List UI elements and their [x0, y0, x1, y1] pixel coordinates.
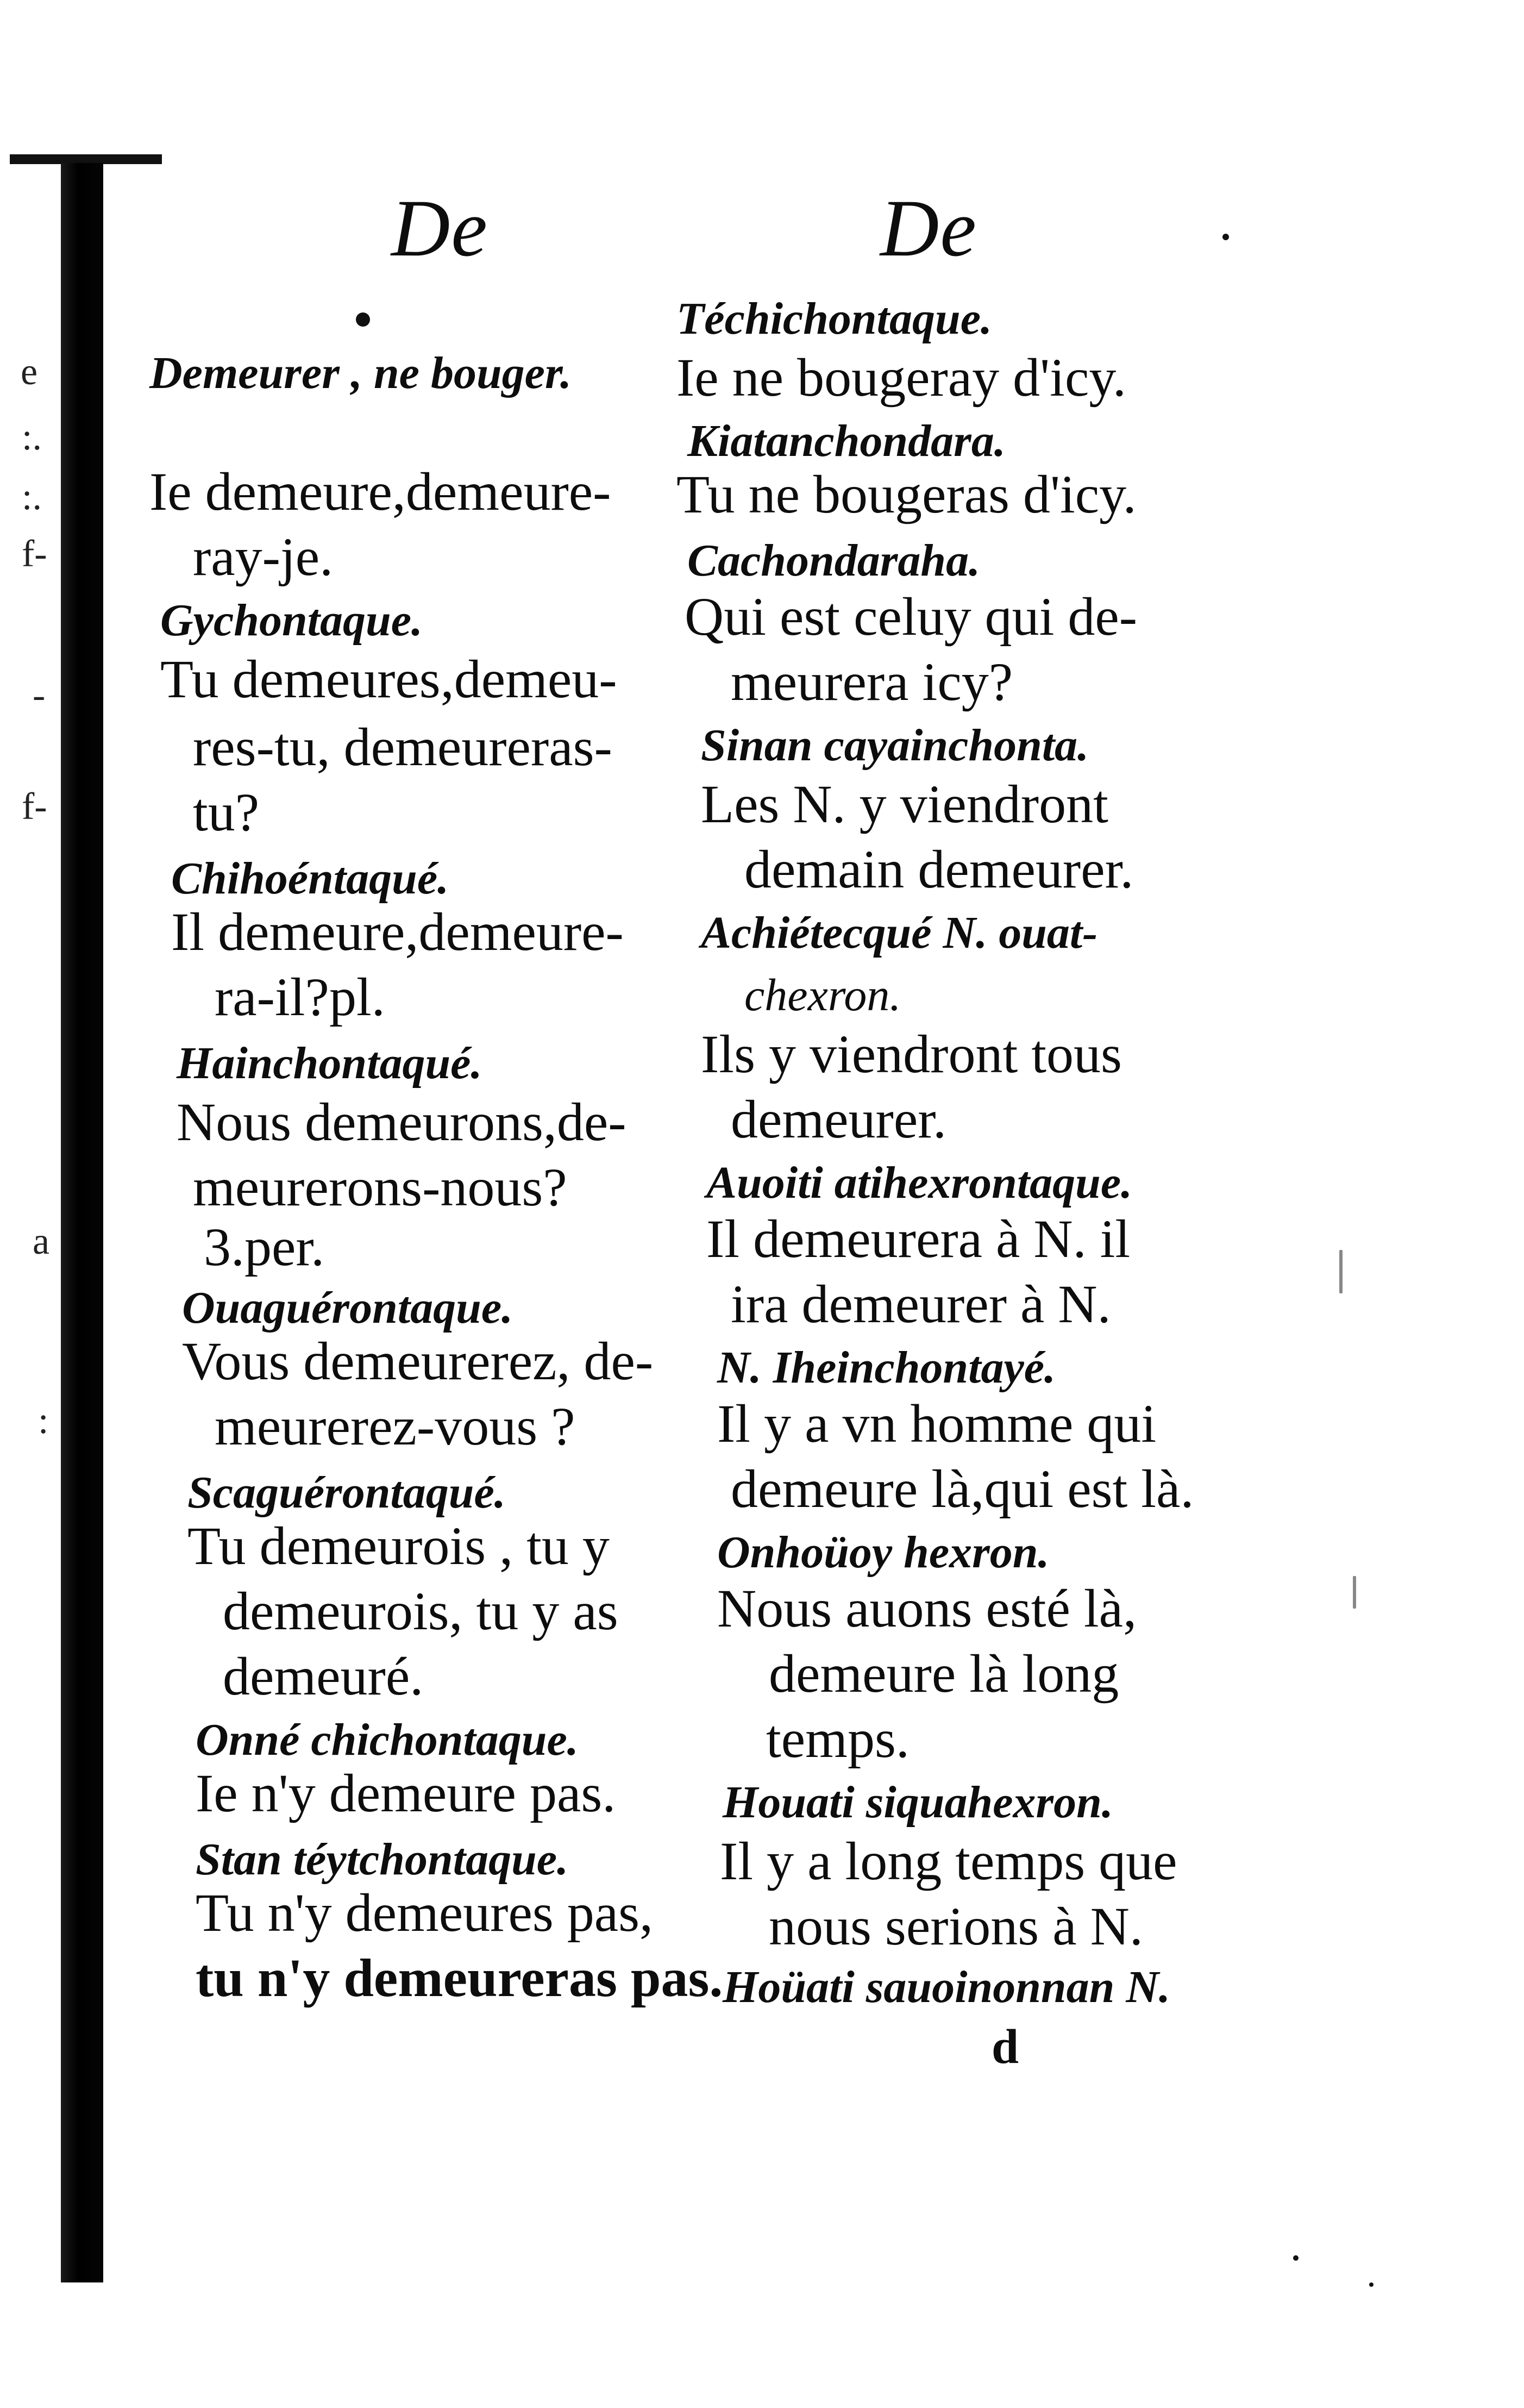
- catchword: d: [992, 2020, 1019, 2074]
- entry-line: ira demeurer à N.: [731, 1274, 1111, 1334]
- entry-line: Il demeurera à N. il: [706, 1209, 1131, 1269]
- entry-line: demeuré.: [223, 1646, 424, 1706]
- margin-fragment: :.: [22, 416, 42, 458]
- entry-line: tu n'y demeureras pas.: [196, 1948, 723, 2008]
- entry-line: Ouaguérontaque.: [182, 1283, 513, 1333]
- entry-line: meurera icy?: [731, 652, 1013, 712]
- entry-line: Stan téytchontaque.: [196, 1834, 569, 1885]
- entry-line: Qui est celuy qui de-: [685, 586, 1138, 647]
- entry-line: Ie demeure,demeure-: [149, 461, 611, 522]
- entry-line: Auoiti atihexrontaque.: [706, 1158, 1133, 1208]
- entry-line: N. Iheinchontayé.: [717, 1342, 1056, 1393]
- margin-fragment: -: [33, 674, 46, 716]
- entry-line: Onné chichontaque.: [196, 1715, 579, 1765]
- entry-line: Gychontaque.: [160, 595, 423, 646]
- margin-fragment: e: [21, 351, 38, 393]
- margin-fragment: a: [33, 1221, 50, 1262]
- entry-line: Vous demeurerez, de-: [182, 1331, 654, 1391]
- entry-line: ra-il?pl.: [215, 967, 385, 1027]
- entry-line: tu?: [193, 782, 260, 842]
- margin-fragment: f-: [22, 786, 47, 828]
- entry-line: Téchichontaque.: [676, 293, 992, 344]
- entry-line: Ie n'y demeure pas.: [196, 1763, 616, 1823]
- entry-line: Tu n'y demeures pas,: [196, 1882, 654, 1943]
- entry-line: Ie ne bougeray d'icy.: [676, 347, 1126, 408]
- entry-line: Il y a long temps que: [720, 1831, 1177, 1891]
- scan-mark: [1339, 1250, 1343, 1293]
- entry-line: temps.: [766, 1709, 910, 1769]
- entry-line: Les N. y viendront: [701, 774, 1108, 834]
- running-head-left: De: [391, 183, 488, 273]
- scan-speck: [1222, 234, 1229, 240]
- entry-line: Houati siquahexron.: [723, 1777, 1113, 1828]
- entry-line: nous serions à N.: [769, 1896, 1143, 1956]
- entry-line: Il demeure,demeure-: [171, 902, 624, 962]
- margin-fragment: :: [38, 1400, 49, 1442]
- entry-line: demain demeurer.: [744, 839, 1134, 899]
- entry-line: Achiétecqué N. ouat-: [701, 908, 1098, 958]
- entry-line: Kiatanchondara.: [687, 416, 1006, 466]
- entry-line: demeurois, tu y as: [223, 1581, 618, 1641]
- entry-line: Sinan cayainchonta.: [701, 720, 1089, 771]
- entry-line: Scaguérontaqué.: [187, 1467, 506, 1518]
- entry-line: Chihoéntaqué.: [171, 853, 449, 904]
- entry-line: Tu demeurois , tu y: [187, 1516, 610, 1576]
- entry-line: meurerons-nous?: [193, 1157, 567, 1217]
- entry-line: ray-je.: [193, 527, 334, 587]
- running-head-right: De: [880, 183, 977, 273]
- entry-line: Tu ne bougeras d'icy.: [676, 464, 1137, 524]
- binding-shadow: [61, 163, 103, 2282]
- entry-line: Demeurer , ne bouger.: [149, 348, 572, 398]
- entry-line: Tu demeures,demeu-: [160, 649, 617, 709]
- scan-mark: [1353, 1576, 1356, 1609]
- entry-line: demeure là long: [769, 1643, 1119, 1704]
- margin-fragment: :.: [22, 476, 42, 518]
- scan-speck: [1369, 2282, 1374, 2287]
- entry-line: Onhoüoy hexron.: [717, 1527, 1050, 1578]
- entry-line: Ils y viendront tous: [701, 1024, 1122, 1084]
- entry-line: Il y a vn homme qui: [717, 1393, 1157, 1454]
- entry-line: chexron.: [744, 970, 901, 1021]
- entry-line: Hainchontaqué.: [177, 1038, 482, 1089]
- entry-line: Nous auons esté là,: [717, 1578, 1137, 1638]
- entry-line: demeurer.: [731, 1089, 947, 1149]
- entry-line: Cachondaraha.: [687, 535, 981, 586]
- entry-line: res-tu, demeureras-: [193, 717, 612, 777]
- ornament-dot: [356, 312, 370, 327]
- entry-line: Nous demeurons,de-: [177, 1092, 626, 1152]
- entry-line: meurerez-vous ?: [215, 1396, 575, 1456]
- entry-line: demeure là,qui est là.: [731, 1459, 1194, 1519]
- margin-fragment: f-: [22, 533, 47, 575]
- entry-line: 3.per.: [204, 1217, 325, 1277]
- entry-line: Hoüati sauoinonnan N.: [723, 1962, 1171, 2012]
- scan-speck: [1293, 2255, 1299, 2261]
